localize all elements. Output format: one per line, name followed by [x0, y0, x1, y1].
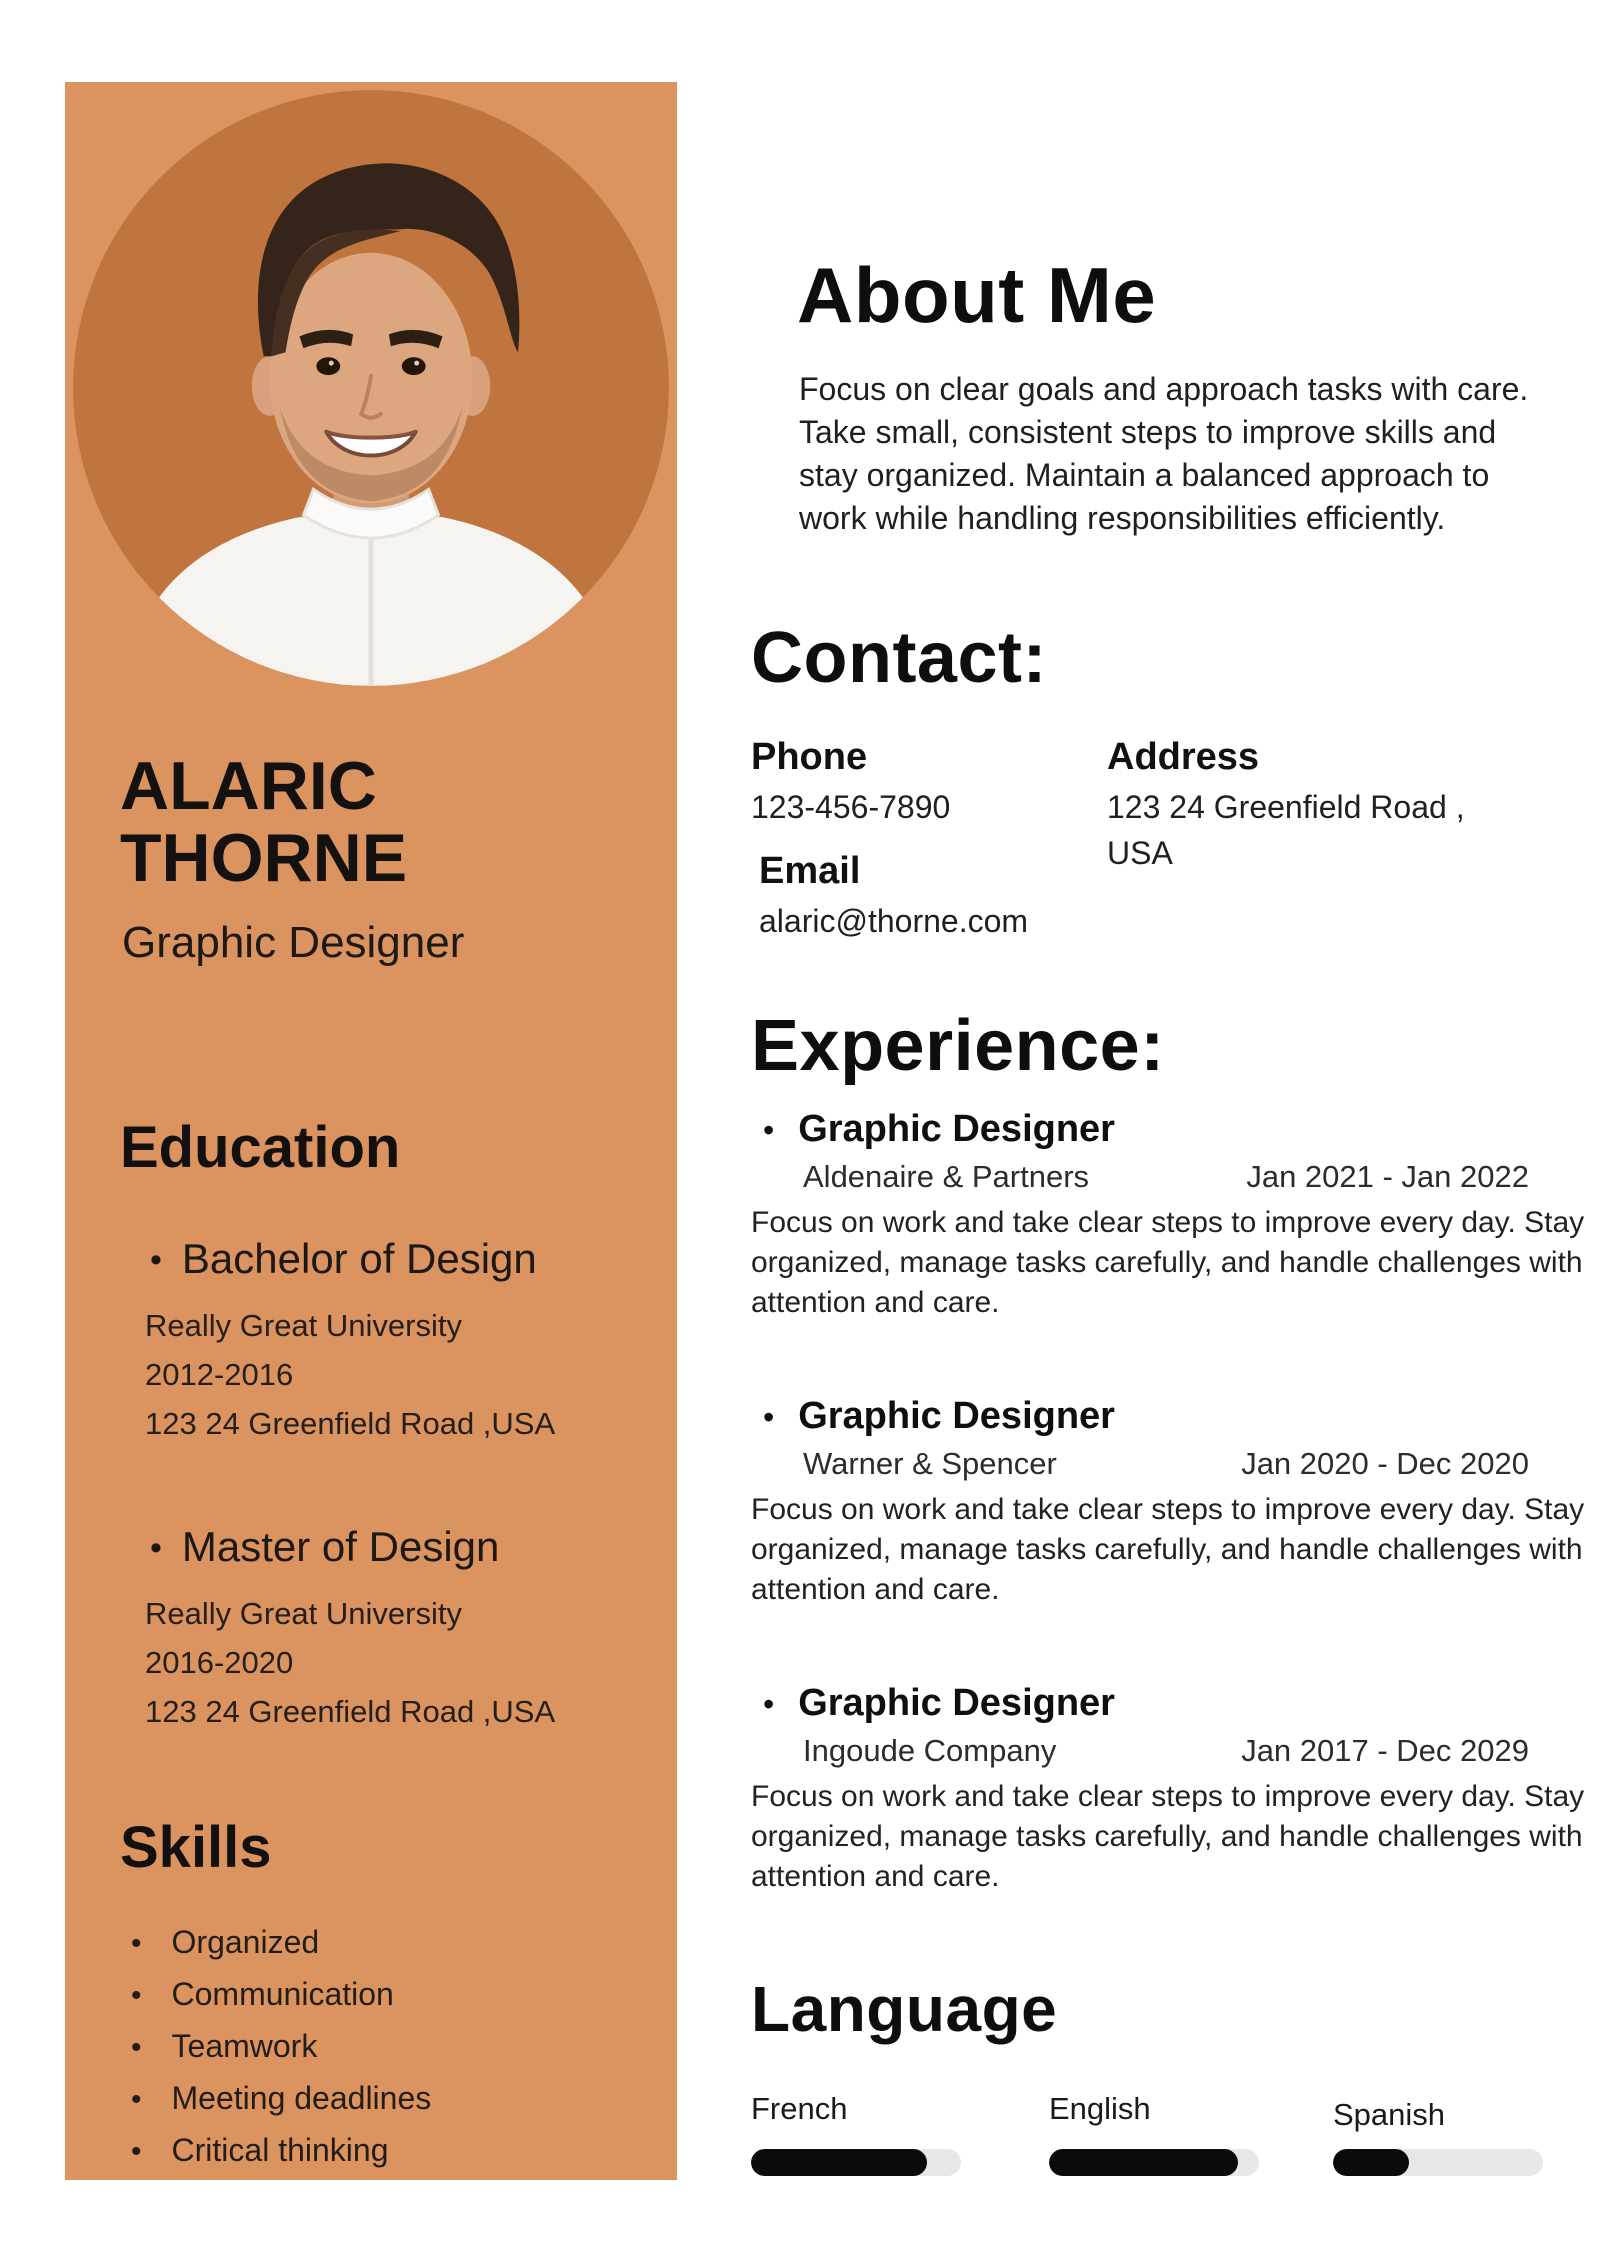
- about-section: [797, 252, 1537, 540]
- job-meta-row: [803, 1729, 1529, 1773]
- language-item: [1049, 2091, 1333, 2176]
- bullet-dot: •: [763, 1399, 775, 1435]
- degree-name: Bachelor of Design: [181, 1235, 537, 1282]
- address-line-2: USA: [1107, 835, 1173, 871]
- email-group: [751, 848, 1107, 944]
- address-label: Address: [1107, 736, 1260, 778]
- skill-item: [131, 1978, 677, 2012]
- portrait-photo: [73, 90, 669, 686]
- skill-label: Organized: [171, 1924, 320, 1960]
- education-details: [145, 1589, 677, 1736]
- skill-item: [131, 1926, 677, 1960]
- school-address: 123 24 Greenfield Road ,USA: [145, 1406, 556, 1441]
- bullet-dot: •: [763, 1686, 775, 1722]
- language-heading: Language: [751, 1973, 1058, 2045]
- language-level-fill: [1049, 2149, 1238, 2176]
- avatar: [73, 90, 669, 686]
- contact-left-column: [751, 714, 1107, 944]
- language-level-fill: [751, 2149, 927, 2176]
- language-item: [751, 2091, 1049, 2176]
- experience-item: [751, 1680, 1585, 1897]
- name-first: ALARIC: [120, 748, 377, 824]
- company-name: Aldenaire & Partners: [803, 1159, 1090, 1194]
- phone-label: Phone: [751, 736, 868, 778]
- job-dates: Jan 2017 - Dec 2029: [1241, 1733, 1529, 1768]
- skills-list: [65, 1926, 677, 2168]
- job-title: Graphic Designer: [798, 1108, 1115, 1150]
- bullet-dot: •: [131, 1927, 142, 1960]
- job-description: Focus on work and take clear steps to improve every day. Stay organized, manage tasks carefully, and handle challenges with attention and care.: [751, 1206, 1585, 1319]
- address-line-1: 123 24 Greenfield Road ,: [1107, 789, 1465, 825]
- school-address: 123 24 Greenfield Road ,USA: [145, 1694, 556, 1729]
- name-last: THORNE: [120, 820, 408, 896]
- education-item: [65, 1522, 677, 1736]
- language-level-bar: [1049, 2149, 1259, 2176]
- education-details: [145, 1301, 677, 1448]
- language-level-fill: [1333, 2149, 1409, 2176]
- language-name: French: [751, 2091, 848, 2126]
- company-name: Warner & Spencer: [803, 1446, 1057, 1481]
- job-description: Focus on work and take clear steps to improve every day. Stay organized, manage tasks carefully, and handle challenges with attention and care.: [751, 1493, 1585, 1606]
- language-item: [1333, 2091, 1563, 2176]
- job-title-row: [763, 1393, 1537, 1440]
- experience-item: [751, 1393, 1585, 1610]
- school-name: Really Great University: [145, 1308, 462, 1343]
- contact-grid: [751, 714, 1537, 944]
- bullet-dot: •: [150, 1529, 162, 1567]
- bullet-dot: •: [763, 1112, 775, 1148]
- experience-item: [751, 1106, 1585, 1323]
- contact-section: [751, 618, 1537, 944]
- degree-name: Master of Design: [181, 1523, 500, 1570]
- person-title: Graphic Designer: [122, 918, 465, 967]
- person-name: [120, 750, 677, 894]
- sidebar: [65, 82, 677, 2180]
- job-title-row: [763, 1106, 1537, 1153]
- education-heading: Education: [120, 1115, 401, 1180]
- skill-label: Meeting deadlines: [171, 2080, 432, 2116]
- language-row: [751, 2091, 1537, 2176]
- bullet-dot: •: [131, 2083, 142, 2116]
- language-level-bar: [1333, 2149, 1543, 2176]
- education-item: [65, 1234, 677, 1448]
- language-name: English: [1049, 2091, 1151, 2126]
- language-name: Spanish: [1333, 2097, 1446, 2132]
- job-meta-row: [803, 1442, 1529, 1486]
- job-dates: Jan 2020 - Dec 2020: [1241, 1446, 1529, 1481]
- language-section: [751, 1973, 1537, 2176]
- education-years: 2012-2016: [145, 1357, 294, 1392]
- about-text: Focus on clear goals and approach tasks with care. Take small, consistent steps to improve skills and stay organized. Maintain a balanced approach to work while handling responsibilities efficiently.: [799, 371, 1529, 536]
- main-content: [751, 0, 1585, 2176]
- skill-label: Communication: [171, 1976, 394, 2012]
- job-description: Focus on work and take clear steps to improve every day. Stay organized, manage tasks carefully, and handle challenges with attention and care.: [751, 1780, 1585, 1893]
- experience-heading: Experience:: [751, 1006, 1165, 1086]
- about-heading: About Me: [797, 251, 1157, 339]
- job-title-row: [763, 1680, 1537, 1727]
- job-title: Graphic Designer: [798, 1682, 1115, 1724]
- skill-label: Critical thinking: [171, 2132, 389, 2168]
- bullet-dot: •: [131, 2031, 142, 2064]
- degree-row: [150, 1234, 677, 1287]
- bullet-dot: •: [150, 1241, 162, 1279]
- skill-item: [131, 2082, 677, 2116]
- job-title: Graphic Designer: [798, 1395, 1115, 1437]
- language-level-bar: [751, 2149, 961, 2176]
- school-name: Really Great University: [145, 1596, 462, 1631]
- address-value: [1107, 784, 1467, 876]
- skill-item: [131, 2030, 677, 2064]
- email-value: alaric@thorne.com: [759, 903, 1029, 939]
- job-dates: Jan 2021 - Jan 2022: [1246, 1159, 1529, 1194]
- degree-row: [150, 1522, 677, 1575]
- bullet-dot: •: [131, 2135, 142, 2168]
- skills-heading: Skills: [120, 1815, 272, 1880]
- contact-heading: Contact:: [751, 618, 1047, 698]
- experience-section: [751, 1006, 1585, 1897]
- bullet-dot: •: [131, 1979, 142, 2012]
- skill-label: Teamwork: [171, 2028, 318, 2064]
- phone-value: 123-456-7890: [751, 789, 951, 825]
- skill-item: [131, 2134, 677, 2168]
- contact-right-column: [1107, 714, 1537, 944]
- email-label: Email: [759, 850, 861, 892]
- education-years: 2016-2020: [145, 1645, 294, 1680]
- job-meta-row: [803, 1155, 1529, 1199]
- company-name: Ingoude Company: [803, 1733, 1057, 1768]
